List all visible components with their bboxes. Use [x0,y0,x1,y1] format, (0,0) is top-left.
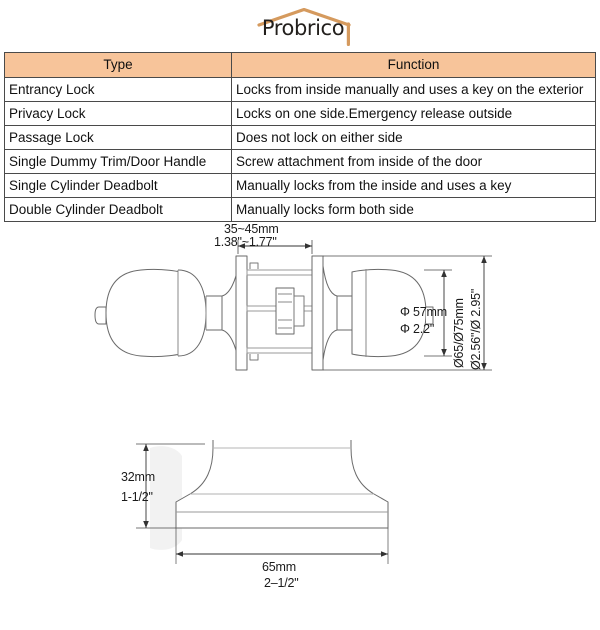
table-row [5,102,596,126]
knob-assembly-svg [0,208,600,408]
cell-type: Double Cylinder Deadbolt [5,198,232,222]
column-header-type: Type [5,53,232,78]
rose-height-mm-label: 32mm [121,470,155,484]
table-row [5,150,596,174]
backset-inch-label: 1.38"~1.77" [214,235,277,249]
cell-function: Manually locks form both side [232,198,596,222]
cell-function: Screw attachment from inside of the door [232,150,596,174]
table-header-row [5,53,596,78]
lock-type-function-table [4,52,596,222]
knob-diameter-mm-label: Φ 57mm [400,305,447,319]
cell-function: Does not lock on either side [232,126,596,150]
cell-type: Single Dummy Trim/Door Handle [5,150,232,174]
cell-function: Manually locks from the inside and uses a key [232,174,596,198]
table-row [5,78,596,102]
knob-diameter-inch-label: Φ 2.2" [400,322,435,336]
brand-logo [0,6,600,48]
table-row [5,174,596,198]
logo-box [248,8,358,48]
cell-type: Entrancy Lock [5,78,232,102]
logo-wordmark: Probrico [261,16,345,40]
rose-width-mm-label: 65mm [262,560,296,574]
cell-function: Locks on one side.Emergency release outside [232,102,596,126]
rose-diameter-inch-label: Ø2.56"/Ø 2.95" [469,288,483,370]
rose-height-inch-label: 1-1/2" [121,490,153,504]
cell-function: Locks from inside manually and uses a key on the exterior [232,78,596,102]
rose-diameter-mm-label: Ø65/Ø75mm [452,298,466,368]
cell-type: Passage Lock [5,126,232,150]
technical-drawings [0,208,600,600]
backset-mm-label: 35~45mm [224,222,279,236]
rose-profile-svg [0,440,600,630]
cell-type: Privacy Lock [5,102,232,126]
table-row [5,126,596,150]
cell-type: Single Cylinder Deadbolt [5,174,232,198]
rose-width-inch-label: 2–1/2" [264,576,299,590]
column-header-function: Function [232,53,596,78]
